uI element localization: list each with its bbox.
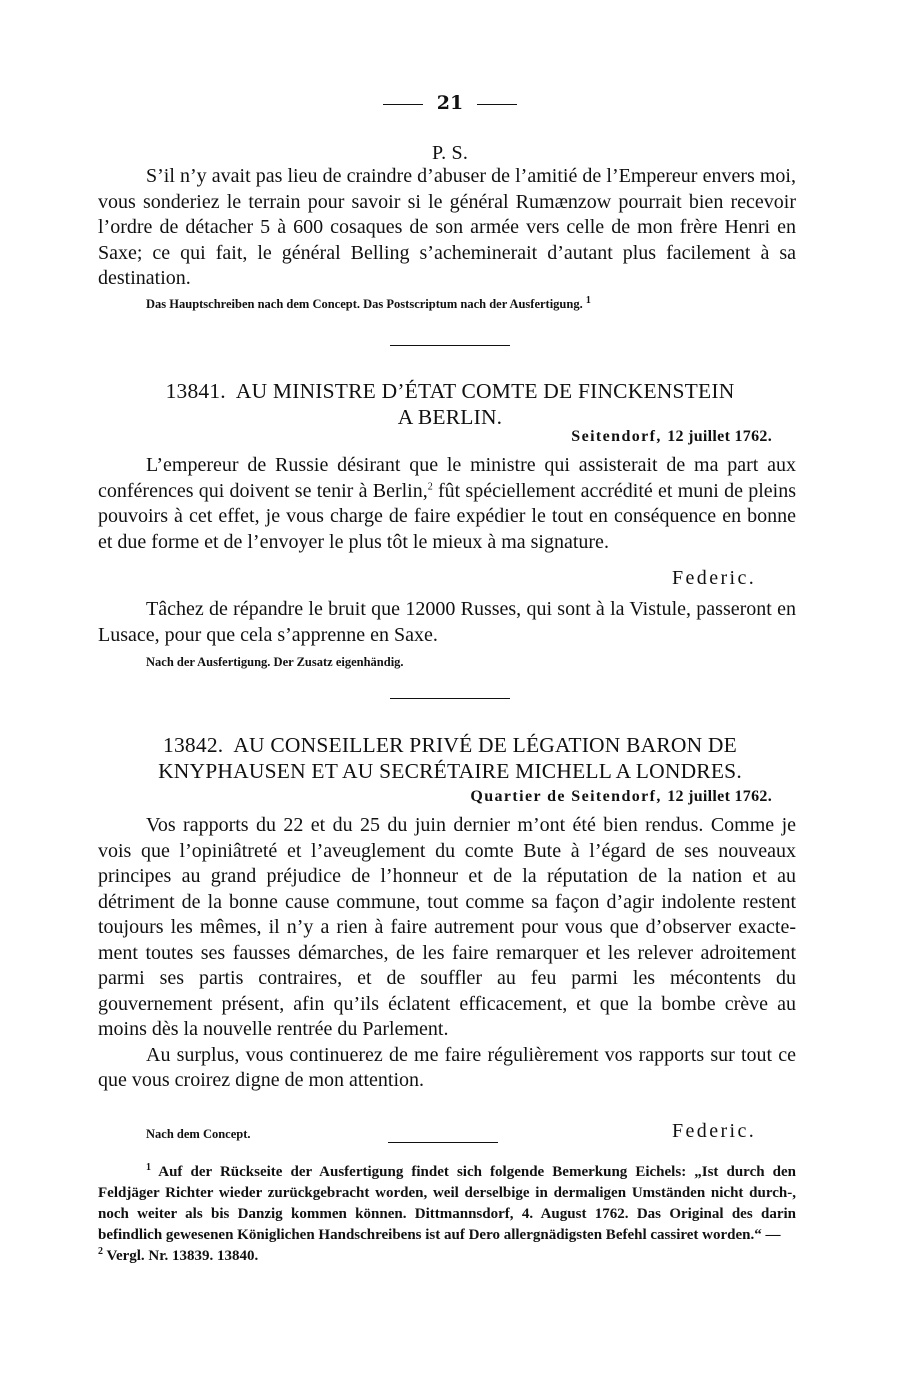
letter-13842-dateline [300,788,772,806]
page-number: 21 [436,92,464,114]
letter-13842-heading [100,732,800,784]
letter-13842-place: Quartier de Seitendorf, [470,788,662,805]
ps-source-note [146,294,796,312]
letter-13842-number: 13842. [163,733,224,757]
letter-13842-paragraph: Vos rapports du 22 et du 25 du juin dernier m’ont été bien rendus. Comme je vois que l’opiniâtreté et l’aveuglement du comte Bute à l’égard de ses nouveaux principes au grand préjudice de l’honneur et de la réputation de la nation et au détriment de la bonne cause commune, tout comme sa façon d’agir indolente restent toujours les mêmes, il n’y a rien à faire autrement pour vous que d’observer exactement toutes ses fausses démarches, de les faire remarquer et les relever adroitement parmi ses partis contraires, et de souffler au feu parmi les mécontents du gouvernement présent, afin qu’ils éclatent efficacement, et que la bombe crève au moins dès la nouvelle rentrée du Parlement. [98,814,796,1040]
letter-13841-date: 12 juillet 1762. [667,428,772,445]
letter-13841-place: Seitendorf, [571,428,662,445]
letter-13842-heading-line2: KNYPHAUSEN ET AU SECRÉTAIRE MICHELL A LONDRES. [158,759,742,783]
footnote-2-text: Vergl. Nr. 13839. 13840. [106,1248,259,1264]
letter-13841-dateline [300,428,772,446]
letter-13841-addressee: AU MINISTRE D’ÉTAT COMTE DE FINCKENSTEIN [235,379,735,403]
header-dash-right [477,104,517,105]
letter-13841-text-b: fût spéciellement accrédité et muni de pleins pouvoirs à cet effet, je vous charge de faire expédier le tout en conséquence en bonne et due forme et de l’envoyer le plus tôt le mieux à ma signature. [98,479,796,553]
page-header [0,92,900,114]
letter-13841-heading-line2: A BERLIN. [397,405,503,429]
letter-13842-heading-line1 [100,732,800,758]
letter-13841-postscript: Tâchez de répandre le bruit que 12000 Russes, qui sont à la Vistule, passeront en Lusace, pour que cela s’apprenne en Saxe. [98,598,796,646]
footnote-1-text: Auf der Rückseite der Ausfertigung findet sich folgende Bemerkung Eichels: „Ist durch den Feldjäger Richter wieder zurückgebracht worden, weil derselbige in dermaligen Umständen nicht durch-, noch weiter als bis Danzig kommen können. Dittmannsdorf, 4. August 1762. Das Original des darin befindlich gewesenen Königlichen Handschreibens ist auf Dero allergnädigsten Befehl cassiret worden.“ — [98,1164,796,1243]
header-dash-left [383,104,423,105]
ps-source-text: Das Hauptschreiben nach dem Concept. Das Postscriptum nach der Ausfertigung. [146,297,583,311]
footnote-ref-1: 1 [585,294,591,306]
letter-13841-text-a: L’empereur de Russie désirant que le ministre qui assisterait de ma part aux conférences qui doivent se tenir à Berlin, [98,454,796,502]
letter-13841-paragraph [98,453,796,555]
footnote-2 [98,1246,796,1267]
footnote-ref-2: 2 [427,480,433,492]
letter-13841-heading-line1 [100,378,800,404]
letter-13841-number: 13841. [165,379,226,403]
letter-13842-date: 12 juillet 1762. [667,788,772,805]
footnote-divider [388,1142,498,1143]
letter-13841-signature: Federic. [672,567,757,589]
letter-13842-source-note: Nach dem Concept. [146,1127,251,1141]
letter-13841-postscript-block [98,597,796,648]
letter-13842-paragraph-2: Au surplus, vous continuerez de me faire régulièrement vos rapports sur tout ce que vous croirez digne de mon attention. [98,1043,796,1091]
ps-paragraph: S’il n’y avait pas lieu de craindre d’abuser de l’amitié de l’Empereur envers moi, vous sonderiez le terrain pour savoir si le général Rumænzow pourrait bien recevoir l’ordre de détacher 5 à 600 cosaques de son armée vers celle de mon frère Henri en Saxe; ce qui fait, le général Belling s’acheminerait d’autant plus facilement à sa destination. [98,165,796,289]
letter-13842-signature: Federic. [672,1120,757,1142]
section-divider [390,698,510,699]
ps-heading: P. S. [431,142,469,164]
letter-13842-addressee: AU CONSEILLER PRIVÉ DE LÉGATION BARON DE [233,733,737,757]
letter-13841-source-note: Nach der Ausfertigung. Der Zusatz eigenhändig. [146,655,404,669]
letter-13841-body [98,453,796,555]
footnote-1-mark: 1 [146,1162,151,1173]
footnotes [98,1162,796,1267]
footnote-2-mark: 2 [98,1246,103,1257]
footnote-1 [98,1162,796,1246]
letter-13841-heading [100,378,800,430]
ps-body [98,164,796,292]
letter-13842-body [98,813,796,1094]
section-divider [390,345,510,346]
